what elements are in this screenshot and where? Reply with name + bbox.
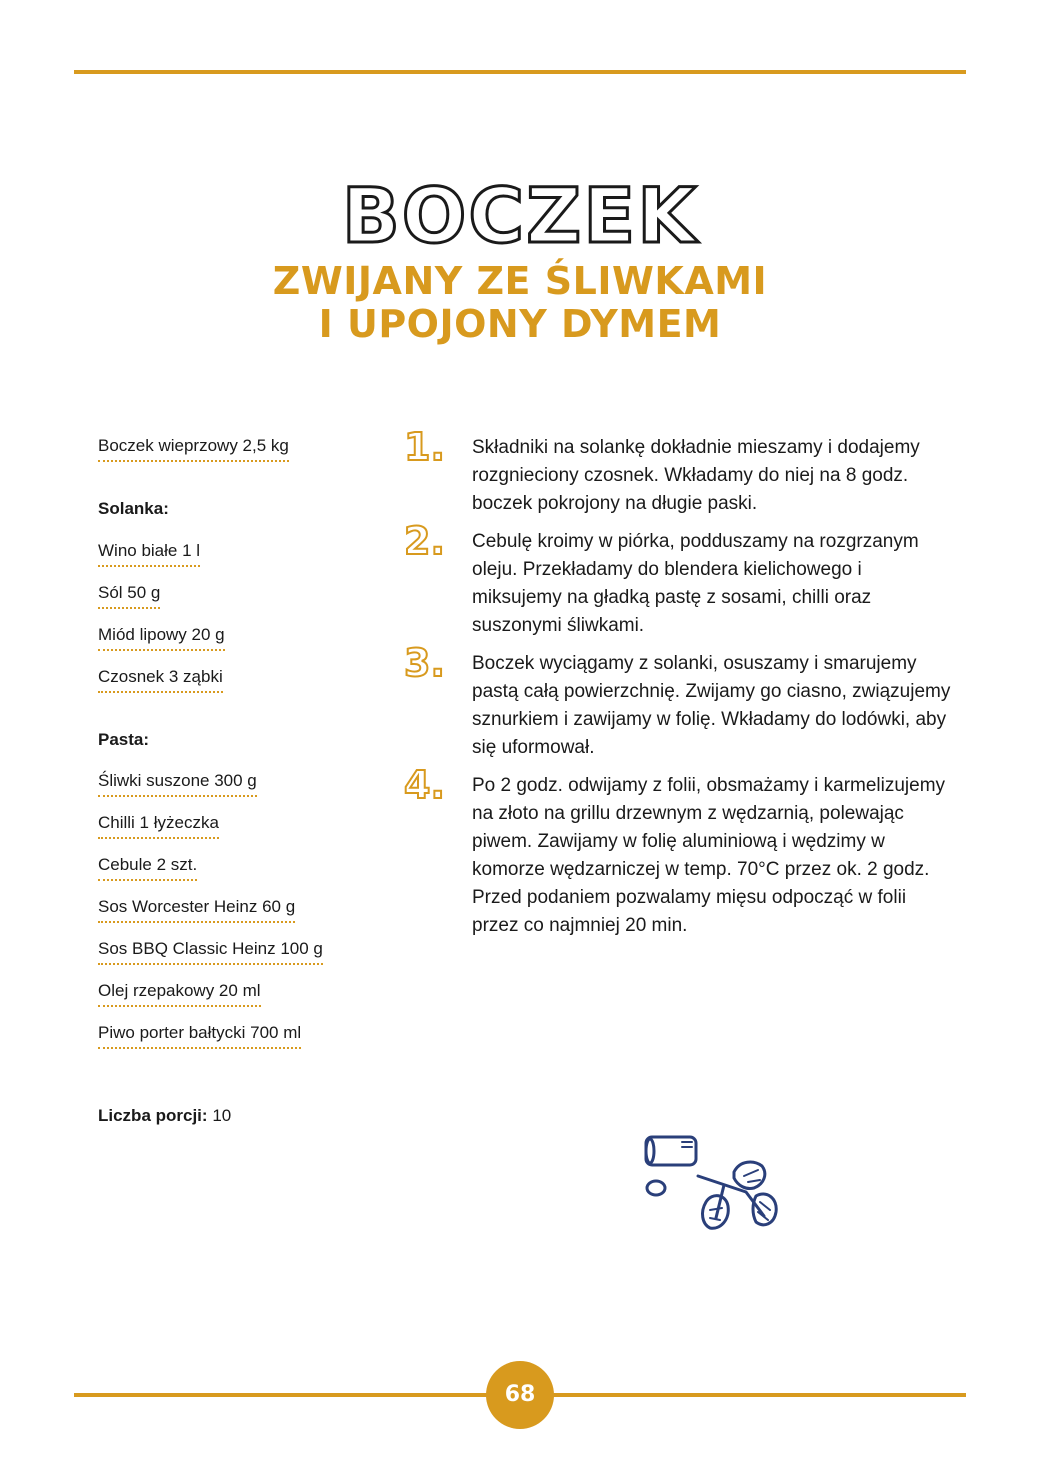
portions-info <box>98 1105 231 1127</box>
ingredient-item: Sól 50 g <box>98 583 160 609</box>
ingredient-item: Cebule 2 szt. <box>98 855 197 881</box>
portions-label: Liczba porcji: <box>98 1106 208 1125</box>
ingredient-item: Chilli 1 łyżeczka <box>98 813 219 839</box>
ingredient-item: Miód lipowy 20 g <box>98 625 225 651</box>
recipe-subtitle-line-2: I UPOJONY DYMEM <box>318 302 722 346</box>
page-number-badge: 68 <box>486 1361 554 1429</box>
ingredient-item: Piwo porter bałtycki 700 ml <box>98 1023 301 1049</box>
step-text: Składniki na solankę dokładnie mieszamy i dodajemy rozgnieciony czosnek. Wkładamy do niej na 8 godz. boczek pokrojony na długie paski. <box>472 437 920 514</box>
ingredient-item: Śliwki suszone 300 g <box>98 771 257 797</box>
ingredient-item: Sos BBQ Classic Heinz 100 g <box>98 939 323 965</box>
brine-heading: Solanka: <box>98 499 169 518</box>
step-text: Cebulę kroimy w piórka, podduszamy na rozgrzanym oleju. Przekładamy do blendera kielichowego i miksujemy na gładką pastę z sosami, chilli oraz suszonymi śliwkami. <box>472 531 919 636</box>
top-rule <box>74 70 966 74</box>
ingredient-main: Boczek wieprzowy 2,5 kg <box>98 436 289 462</box>
spice-and-parsley-icon <box>636 1130 786 1240</box>
recipe-subtitle-line-1: ZWIJANY ZE ŚLIWKAMI <box>272 259 768 303</box>
step-number: 4. <box>404 763 445 807</box>
recipe-title: BOCZEK <box>341 171 699 260</box>
step-number: 3. <box>404 641 445 685</box>
step-number: 2. <box>404 519 445 563</box>
step-text: Po 2 godz. odwijamy z folii, obsmażamy i karmelizujemy na złoto na grillu drzewnym z wędzarnią, polewając piwem. Zawijamy w folię aluminiową i wędzimy w komorze wędzarniczej w temp. 70°C przez ok. 2 godz. Przed podaniem pozwalamy mięsu odpocząć w folii przez co najmniej 20 min. <box>472 775 946 936</box>
ingredient-item: Olej rzepakowy 20 ml <box>98 981 261 1007</box>
paste-heading: Pasta: <box>98 730 150 749</box>
step-text: Boczek wyciągamy z solanki, osuszamy i smarujemy pastą całą powierzchnię. Zwijamy go ciasno, związujemy sznurkiem i zawijamy w folię. Wkładamy do lodówki, aby się uformował. <box>472 653 951 758</box>
ingredient-item: Czosnek 3 ząbki <box>98 667 223 693</box>
ingredient-item: Sos Worcester Heinz 60 g <box>98 897 295 923</box>
portions-value: 10 <box>212 1106 232 1125</box>
ingredient-item: Wino białe 1 l <box>98 541 200 567</box>
step-number: 1. <box>404 425 445 469</box>
